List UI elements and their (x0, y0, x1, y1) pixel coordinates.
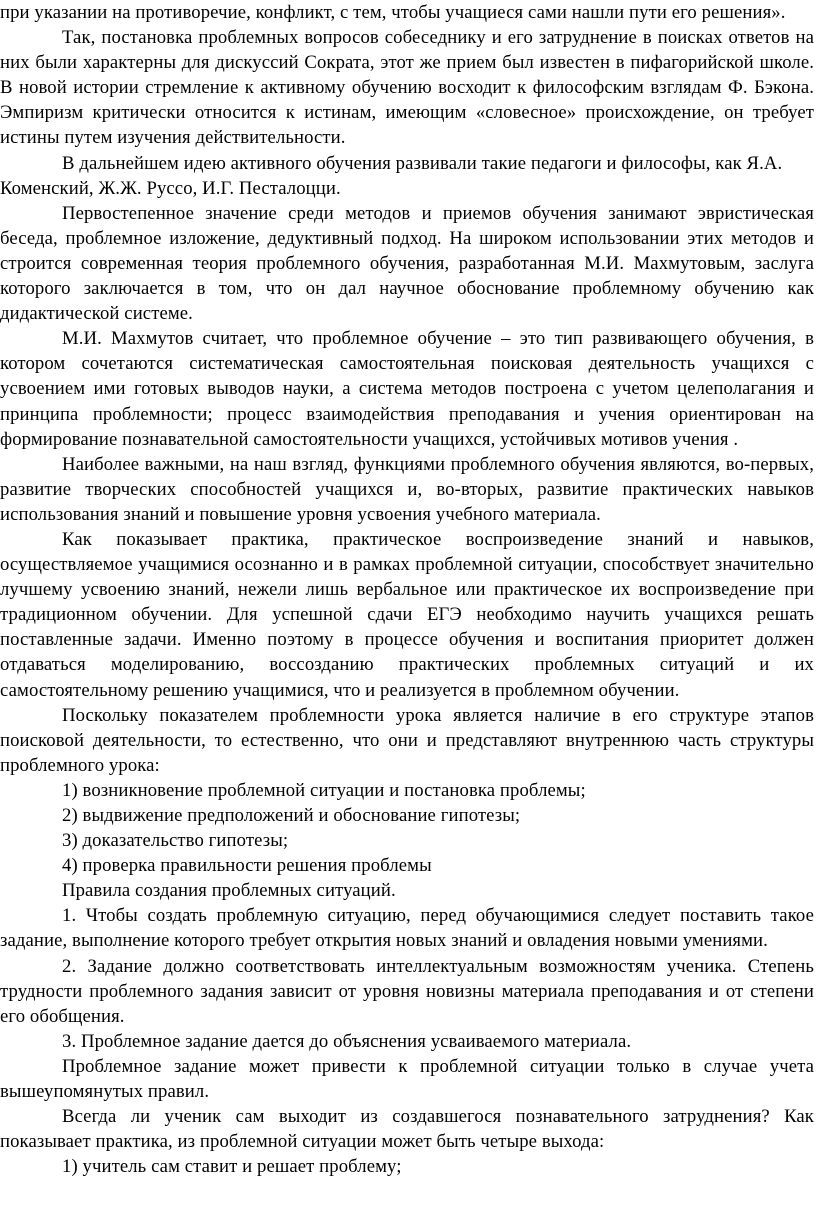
paragraph-active-learning-history: В дальнейшем идею активного обучения развивали такие педагоги и философы, как Я.А. Коменский, Ж.Ж. Руссо, И.Г. Песталоцци. (0, 152, 783, 199)
list-item-stage-4: 4) проверка правильности решения проблемы (62, 855, 432, 877)
paragraph-lesson-structure: Поскольку показателем проблемности урока является наличие в его структуре этапов поисковой деятельности, то естественно, что они и представляют внутреннюю часть структуры проблемного урока: (0, 704, 814, 776)
list-item-exit-1: 1) учитель сам ставит и решает проблему; (62, 1156, 402, 1178)
rules-heading: Правила создания проблемных ситуаций. (62, 880, 396, 902)
rule-2: 2. Задание должно соответствовать интеллектуальным возможностям ученика. Степень трудности проблемного задания зависит от уровня новизны материала преподавания и от степени его обобщения. (0, 955, 814, 1027)
list-item-stage-3: 3) доказательство гипотезы; (62, 830, 289, 852)
paragraph-practice: Как показывает практика, практическое воспроизведение знаний и навыков, осуществляемое учащимися осознанно и в рамках проблемной ситуации, способствует значительно лучшему усвоению знаний, нежели лишь вербальное или практическое их воспроизведение при традиционном обучении. Для успешной сдачи ЕГЭ необходимо научить учащихся решать поставленные задачи. Именно поэтому в процессе обучения и воспитания приоритет должен отдаваться моделированию, воссозданию практических проблемных ситуаций и их самостоятельному решению учащимися, что и реализуется в проблемном обучении. (0, 528, 814, 701)
list-item-stage-2: 2) выдвижение предположений и обоснование гипотезы; (62, 805, 521, 826)
rule-1: 1. Чтобы создать проблемную ситуацию, перед обучающимися следует поставить такое задание, выполнение которого требует открытия новых знаний и овладения новыми умениями. (0, 905, 814, 952)
rule-3: 3. Проблемное задание дается до объяснения усваиваемого материала. (62, 1030, 632, 1052)
paragraph-exits-question: Всегда ли ученик сам выходит из создавшегося познавательного затруднения? Как показывает практика, из проблемной ситуации может быть четыре выхода: (0, 1106, 814, 1153)
paragraph-socrates: Так, постановка проблемных вопросов собеседнику и его затруднение в поисках ответов на них были характерны для дискуссий Сократа, этот же прием был известен в пифагорийской школе. В новой истории стремление к активному обучению восходит к философским взглядам Ф. Бэкона. Эмпиризм критически относится к истинам, имеющим «словесное» происхождение, он требует истины путем изучения действительности. (0, 27, 814, 149)
paragraph-makhmutov-definition: М.И. Махмутов считает, что проблемное обучение – это тип развивающего обучения, в котором сочетаются систематическая самостоятельная поисковая деятельность учащихся с усвоением ими готовых выводов науки, а система методов построена с учетом целеполагания и принципа проблемности; процесс взаимодействия преподавания и учения ориентирован на формирование познавательной самостоятельности учащихся, устойчивых мотивов учения . (0, 328, 814, 450)
paragraph-intro-continuation: при указании на противоречие, конфликт, с тем, чтобы учащиеся сами нашли пути его решения». (0, 2, 786, 23)
paragraph-rules-conclusion: Проблемное задание может привести к проблемной ситуации только в случае учета вышеупомянутых правил. (0, 1055, 814, 1103)
paragraph-methods: Первостепенное значение среди методов и приемов обучения занимают эвристическая беседа, проблемное изложение, дедуктивный подход. На широком использовании этих методов и строится современная теория проблемного обучения, разработанная М.И. Махмутовым, заслуга которого заключается в том, что он дал научное обоснование проблемному обучению как дидактической системе. (0, 202, 814, 325)
list-item-stage-1: 1) возникновение проблемной ситуации и постановка проблемы; (62, 779, 586, 801)
paragraph-functions: Наиболее важными, на наш взгляд, функциями проблемного обучения являются, во-первых, развитие творческих способностей учащихся и, во-вторых, развитие практических навыков использования знаний и повышение уровня усвоения учебного материала. (0, 453, 814, 525)
